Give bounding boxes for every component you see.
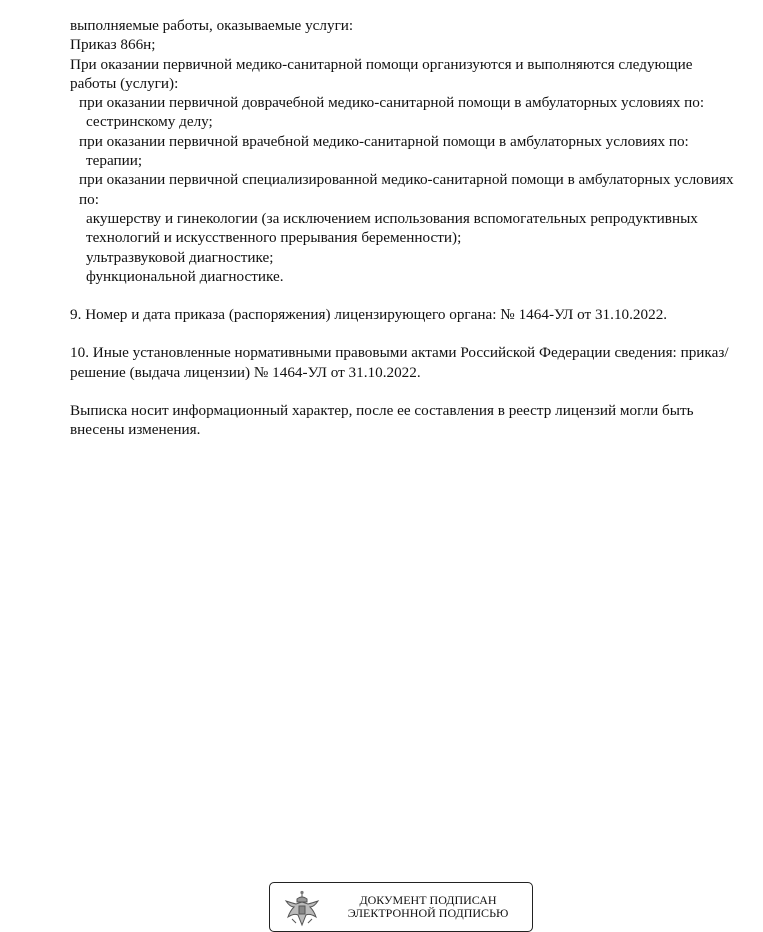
spacer (70, 382, 742, 401)
works-intro: При оказании первичной медико-санитарной помощи организуются и выполняются следующие работы (услуги): (70, 55, 693, 92)
spacer (70, 286, 742, 305)
physician-care-item: при оказании первичной врачебной медико-санитарной помощи в амбулаторных условиях по: (79, 132, 689, 150)
section-9: 9. Номер и дата приказа (распоряжения) лицензирующего органа: № 1464-УЛ от 31.10.2022. (70, 306, 668, 324)
stamp-text (332, 894, 524, 920)
order-reference: Приказ 866н; (70, 36, 156, 54)
document-body (70, 16, 742, 440)
functional-diagnostics-item: функциональной диагностике. (86, 267, 284, 285)
spacer (70, 324, 742, 343)
stamp-line-1: ДОКУМЕНТ ПОДПИСАН (359, 893, 497, 907)
stamp-line-2: ЭЛЕКТРОННОЙ ПОДПИСЬЮ (347, 906, 509, 920)
signature-stamp (269, 882, 533, 932)
therapy-item: терапии; (86, 152, 143, 170)
section-10: 10. Иные установленные нормативными правовыми актами Российской Федерации сведения: приказ/решение (выдача лицензии) № 1464-УЛ от 31.10.2022. (70, 344, 729, 381)
specialized-care-item: при оказании первичной специализированной медико-санитарной помощи в амбулаторных условиях по: (79, 171, 734, 208)
coat-of-arms-icon (280, 889, 324, 929)
prehospital-care-item: при оказании первичной доврачебной медико-санитарной помощи в амбулаторных условиях по: (79, 94, 705, 112)
obstetrics-item: акушерству и гинекологии (за исключением использования вспомогательных репродуктивных технологий и искусственного прерывания беременности); (86, 209, 698, 247)
ultrasound-item: ультразвуковой диагностике; (86, 248, 274, 266)
disclaimer: Выписка носит информационный характер, после ее составления в реестр лицензий могли быть внесены изменения. (70, 402, 694, 439)
works-heading: выполняемые работы, оказываемые услуги: (70, 17, 354, 34)
nursing-item: сестринскому делу; (86, 113, 213, 131)
